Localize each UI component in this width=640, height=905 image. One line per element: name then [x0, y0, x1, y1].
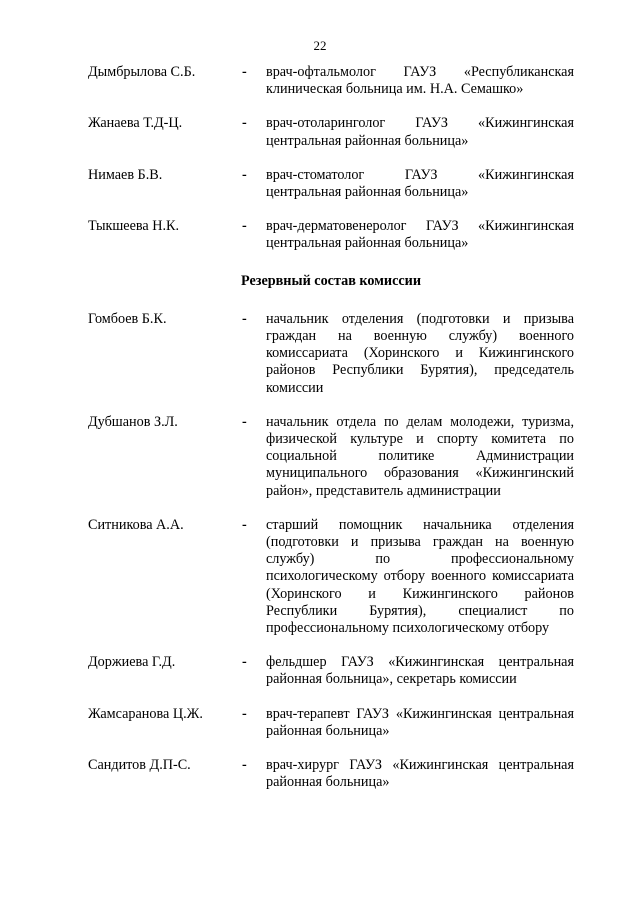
member-name: Ситникова А.А.: [88, 516, 184, 533]
member-role: начальник отделения (подготовки и призыва граждан на военную службу) военного комиссариата (Хоринского и Кижингинского районов Республики Бурятия), председатель комиссии: [266, 310, 574, 396]
reserve-member-entry: [88, 414, 574, 500]
reserve-member-entry: [88, 654, 574, 688]
member-name: Дубшанов З.Л.: [88, 413, 178, 430]
dash-separator: -: [242, 516, 247, 533]
member-name: Жанаева Т.Д-Ц.: [88, 115, 183, 132]
page-number: 22: [313, 38, 327, 53]
member-name: Доржиева Г.Д.: [88, 654, 176, 671]
member-name: Сандитов Д.П-С.: [88, 757, 191, 774]
member-name: Нимаев Б.В.: [88, 166, 163, 183]
reserve-section-title: Резервный состав комиссии: [240, 272, 422, 289]
reserve-member-entry: [88, 517, 574, 637]
member-name: Жамсаранова Ц.Ж.: [88, 705, 203, 722]
commission-list: [88, 64, 574, 792]
dash-separator: -: [242, 166, 247, 183]
dash-separator: -: [242, 705, 247, 722]
reserve-member-entry: [88, 757, 574, 791]
member-role: врач-офтальмолог ГАУЗ «Республиканская клиническая больница им. Н.А. Семашко»: [266, 64, 574, 98]
member-role: врач-стоматолог ГАУЗ «Кижингинская центральная районная больница»: [266, 166, 574, 201]
member-role: врач-дерматовенеролог ГАУЗ «Кижингинская центральная районная больница»: [266, 218, 574, 252]
dash-separator: -: [242, 310, 247, 327]
dash-separator: -: [242, 413, 247, 430]
dash-separator: -: [242, 64, 247, 80]
reserve-member-entry: [88, 706, 574, 740]
member-entry: [88, 115, 574, 149]
member-name: Дымбрылова С.Б.: [88, 64, 196, 80]
dash-separator: -: [242, 654, 247, 671]
member-role: врач-хирург ГАУЗ «Кижингинская центральная районная больница»: [266, 757, 574, 791]
member-entry: [88, 64, 574, 98]
member-role: врач-отоларинголог ГАУЗ «Кижингинская центральная районная больница»: [266, 115, 574, 149]
member-name: Гомбоев Б.К.: [88, 310, 167, 327]
dash-separator: -: [242, 115, 247, 132]
member-role: старший помощник начальника отделения (подготовки и призыва граждан на военную службу) по профессиональному психологическому отбору военного комиссариата (Хоринского и Кижингинского районов Республики Бурятия), специалист по профессиональному психологическому отбору: [266, 516, 574, 637]
member-role: начальник отдела по делам молодежи, туризма, физической культуре и спорту комитета по социальной политике Администрации муниципального образования «Кижингинский район», представитель администрации: [266, 413, 574, 499]
member-role: фельдшер ГАУЗ «Кижингинская центральная районная больница», секретарь комиссии: [266, 654, 574, 688]
member-entry: [88, 167, 574, 201]
dash-separator: -: [242, 757, 247, 774]
reserve-member-entry: [88, 311, 574, 397]
member-entry: [88, 218, 574, 252]
member-role: врач-терапевт ГАУЗ «Кижингинская центральная районная больница»: [266, 705, 574, 739]
dash-separator: -: [242, 218, 247, 235]
member-name: Тыкшеева Н.К.: [88, 218, 180, 235]
